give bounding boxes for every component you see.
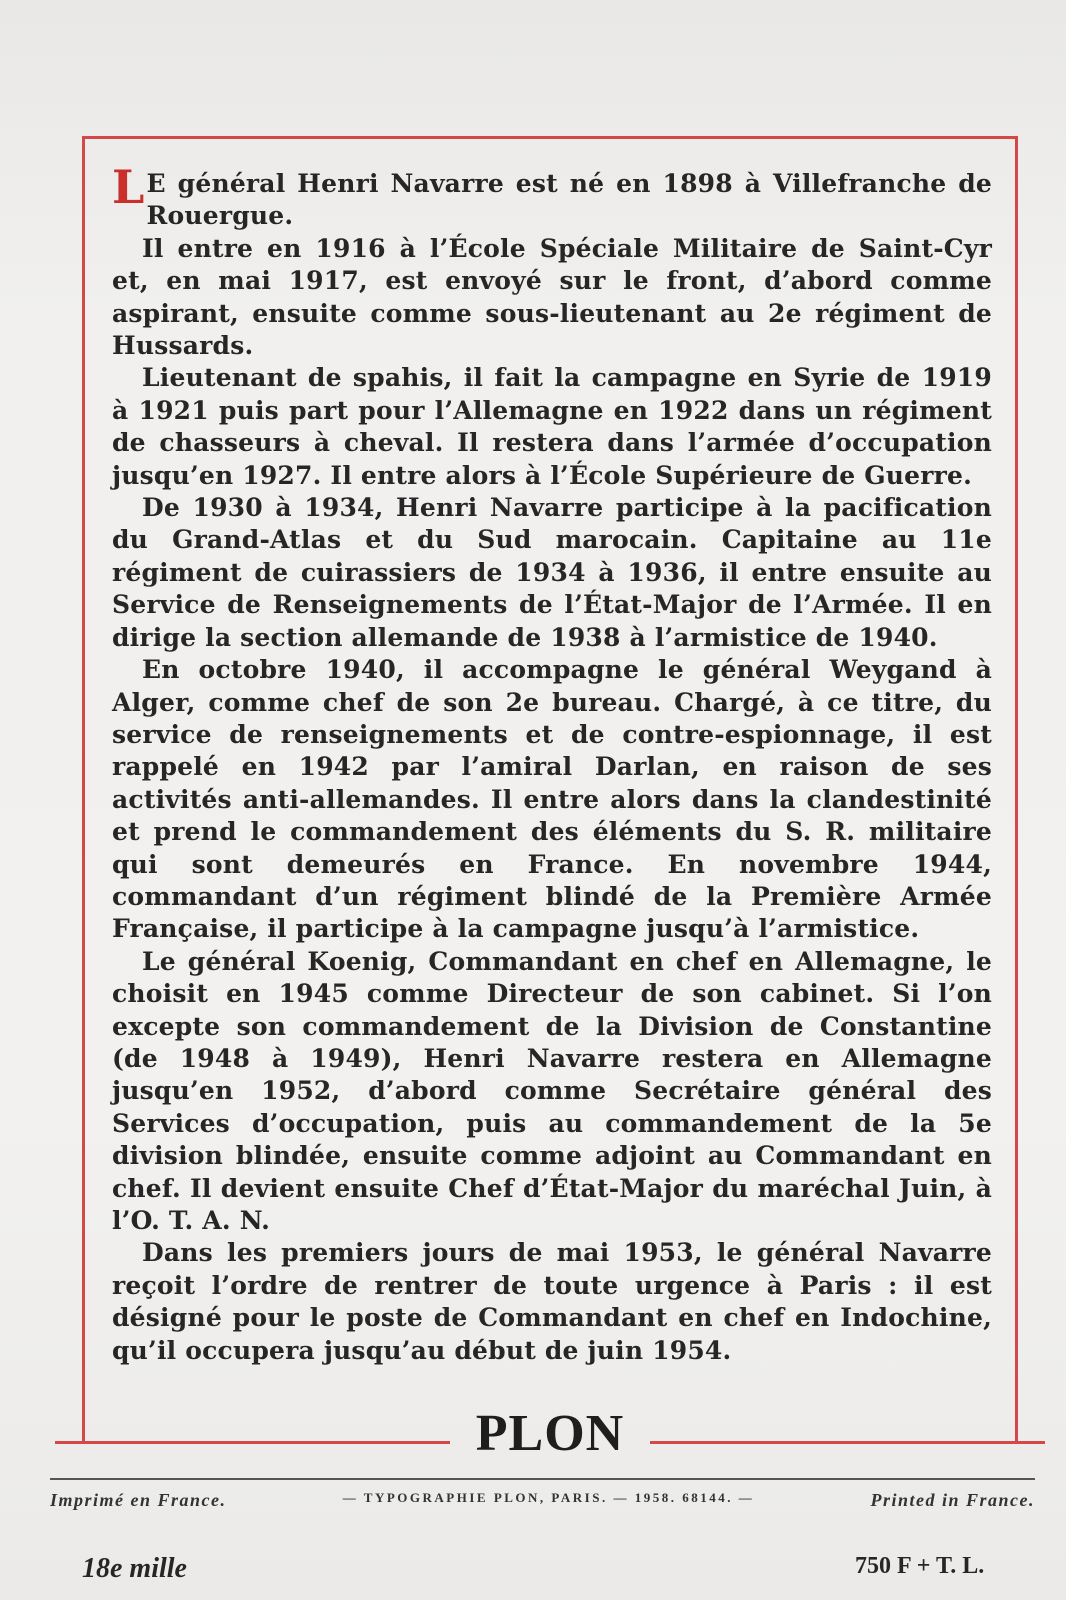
frame-bottom-right-rule xyxy=(650,1441,1045,1444)
paragraph-4: De 1930 à 1934, Henri Navarre participe à la pacification du Grand-Atlas et du Sud marocain. Capitaine au 11e régiment de cuirassiers de 1934 à 1936, il entre ensuite au Service de Renseignements de l’État-Major de l’Armée. Il en dirige la section allemande de 1938 à l’armistice de 1940. xyxy=(112,493,992,652)
price-label: 750 F + T. L. xyxy=(855,1553,985,1579)
paragraph-1 xyxy=(112,160,992,233)
paragraph-6: Le général Koenig, Commandant en chef en Allemagne, le choisit en 1945 comme Directeur de son cabinet. Si l’on excepte son commandement de la Division de Constantine (de 1948 à 1949), Henri Navarre restera en Allemagne jusqu’en 1952, d’abord comme Secrétaire général des Services d’occupation, puis au commandement de la 5e division blindée, ensuite comme adjoint au Commandant en chef. Il devient ensuite Chef d’État-Major du maréchal Juin, à l’O. T. A. N. xyxy=(112,946,992,1235)
paragraph-2: Il entre en 1916 à l’École Spéciale Militaire de Saint-Cyr et, en mai 1917, est envoyé sur le front, d’abord comme aspirant, ensuite comme sous-lieutenant au 2e régiment de Hussards. xyxy=(112,233,992,361)
frame-bottom-left-rule xyxy=(55,1441,450,1444)
paragraph-7: Dans les premiers jours de mai 1953, le général Navarre reçoit l’ordre de rentrer de toute urgence à Paris : il est désigné pour le poste de Commandant en chef en Indochine, qu’il occupera jusqu’au début de juin 1954. xyxy=(112,1238,992,1365)
biography-text xyxy=(112,160,992,1367)
publisher-name: PLON xyxy=(475,1405,625,1462)
edition-count: 18e mille xyxy=(82,1553,187,1584)
imprint-line xyxy=(50,1490,1035,1511)
paragraph-1-text: E général Henri Navarre est né en 1898 à Villefranche de Rouergue. xyxy=(146,169,992,231)
imprint-right: Printed in France. xyxy=(870,1490,1035,1510)
imprint-left: Imprimé en France. xyxy=(50,1490,227,1510)
paragraph-3: Lieutenant de spahis, il fait la campagne en Syrie de 1919 à 1921 puis part pour l’Allemagne en 1922 dans un régiment de chasseurs à cheval. Il restera dans l’armée d’occupation jusqu’en 1927. Il entre alors à l’École Supérieure de Guerre. xyxy=(112,363,992,490)
imprint-rule xyxy=(50,1478,1035,1480)
imprint-middle: — TYPOGRAPHIE PLON, PARIS. — 1958. 68144. — xyxy=(342,1490,755,1505)
paragraph-5: En octobre 1940, il accompagne le général Weygand à Alger, comme chef de son 2e bureau. Chargé, à ce titre, du service de renseignements et de contre-espionnage, il est rappelé en 1942 par l’amiral Darlan, en raison de ses activités anti-allemandes. Il entre alors dans la clandestinité et prend le commandement des éléments du S. R. militaire qui sont demeurés en France. En novembre 1944, commandant d’un régiment blindé de la Première Armée Française, il participe à la campagne jusqu’à l’armistice. xyxy=(112,655,992,944)
drop-cap: L xyxy=(112,160,145,214)
